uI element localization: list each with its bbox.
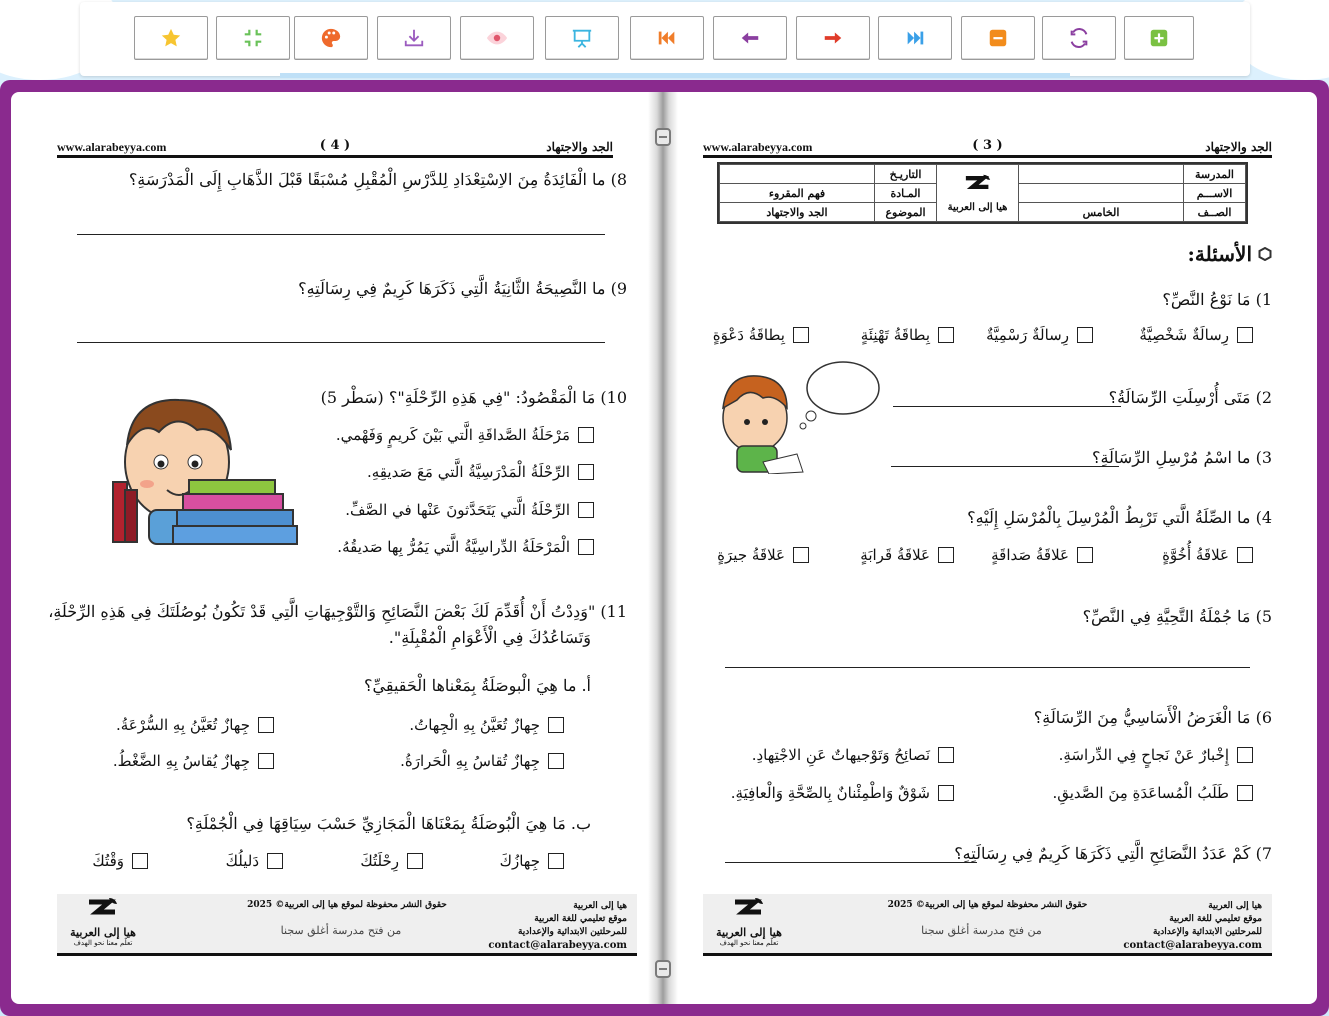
checkbox[interactable] — [938, 547, 954, 563]
page-header — [57, 138, 613, 158]
logo-mark-icon — [83, 896, 123, 926]
page-footer — [703, 894, 1272, 956]
q4-option-4[interactable]: عَلاقَةُ جيرَةٍ — [717, 546, 809, 564]
logo-mark-icon — [960, 173, 996, 199]
checkbox[interactable] — [258, 717, 274, 733]
checkbox[interactable] — [548, 717, 564, 733]
presentation-button[interactable] — [545, 16, 619, 60]
checkbox[interactable] — [267, 853, 283, 869]
compress-icon — [242, 27, 264, 49]
footer-org: هيا إلى العربية موقع تعليمي للغة العربية للمرحلتين الابتدائية والإعدادية contact@alarabeyya.com — [488, 901, 627, 951]
hexagon-icon — [1258, 247, 1272, 261]
zoom-in-button[interactable] — [1124, 16, 1194, 60]
page-footer — [57, 894, 637, 956]
q10-option-3[interactable]: الرِّحْلَةُ الَّتي يَتَحَدَّثونَ عَنْها في الصَّفِّ. — [345, 501, 594, 519]
header-site: www.alarabeyya.com — [703, 140, 813, 154]
next-page-button[interactable] — [796, 16, 870, 60]
question-5: 5) مَا جُمْلَةُ التَّحِيَّةِ فِي النَّصِّ؟ — [1082, 607, 1272, 626]
question-8: 8) ما الْفَائِدَةُ مِنَ الاِسْتِعْدَادِ لِلدَّرْسِ الْمُقْبِلِ مُسْبَقًا قَبْلَ الذَّهَابِ إِلَى الْمَدْرَسَةِ؟ — [128, 170, 627, 189]
previous-page-button[interactable] — [713, 16, 787, 60]
q4-option-2[interactable]: عَلاقَةُ صَداقَةٍ — [991, 546, 1093, 564]
download-button[interactable] — [377, 16, 451, 60]
checkbox[interactable] — [578, 502, 594, 518]
book-spine — [648, 92, 678, 1004]
checkbox[interactable] — [1237, 785, 1253, 801]
q6-option-3[interactable]: طَلَبُ الْمُساعَدَةِ مِنَ الصَّديقِ. — [1052, 784, 1253, 802]
footer-motto: من فتح مدرسة أغلق سجنا — [280, 924, 402, 937]
binder-ring — [655, 960, 671, 978]
page-number: ( 4 ) — [319, 138, 351, 153]
flipbook — [0, 80, 1329, 1016]
page-number: ( 3 ) — [972, 138, 1003, 153]
answer-line[interactable] — [725, 862, 977, 863]
school-field[interactable] — [1019, 165, 1184, 184]
theme-button[interactable] — [294, 16, 368, 60]
date-field[interactable] — [720, 165, 875, 184]
star-icon — [160, 27, 182, 49]
checkbox[interactable] — [793, 547, 809, 563]
checkbox[interactable] — [548, 853, 564, 869]
minus-icon — [987, 27, 1009, 49]
question-2: 2) مَتَى أُرْسِلَتِ الرِّسَالَةُ؟ — [1108, 388, 1272, 407]
q11a-option-3[interactable]: جِهازٌ تُقاسُ بِهِ الْحَرارَةُ. — [400, 752, 564, 770]
class-label: الصــف — [1184, 203, 1246, 222]
footer-motto: من فتح مدرسة أغلق سجنا — [921, 924, 1042, 937]
arrow-right-icon — [822, 27, 844, 49]
checkbox[interactable] — [1237, 747, 1253, 763]
checkbox[interactable] — [793, 327, 809, 343]
logo-mark-icon — [729, 896, 769, 926]
subject-value: فهم المقروء — [720, 184, 875, 203]
header-logo — [937, 165, 1019, 222]
checkbox[interactable] — [578, 427, 594, 443]
brand-tagline: تعلّم معنا نحو الهدف — [719, 939, 779, 947]
binder-ring — [655, 128, 671, 146]
q10-option-1[interactable]: مَرْحَلَةُ الصَّداقَةِ الَّتي بَيْنَ كَريمٍ وَفَهْمي. — [336, 426, 594, 444]
question-10: 10) مَا الْمَقْصُودُ: "فِي هَذِهِ الرِّحْلَةِ"؟ (سَطْر 5) — [320, 388, 627, 407]
checkbox[interactable] — [938, 327, 954, 343]
q6-option-2[interactable]: نَصائِحُ وَتَوْجيهاتٌ عَنِ الاجْتِهادِ. — [752, 746, 954, 764]
q6-option-4[interactable]: شَوْقٌ وَاطْمِئْنانٌ بِالصِّحَّةِ وَالْعافِيَةِ. — [731, 784, 954, 802]
q11b-option-2[interactable]: رِحْلَتُكَ — [360, 852, 423, 870]
header-title: الجد والاجتهاد — [1205, 140, 1272, 154]
brand-logo — [67, 896, 139, 947]
boy-with-books-illustration — [97, 390, 317, 550]
brand-name: هيا إلى العربية — [70, 926, 136, 939]
q10-option-2[interactable]: الرِّحْلَةُ الْمَدْرَسِيَّةُ الَّتي مَعَ صَديقِهِ. — [367, 463, 594, 481]
footer-copyright: حقوق النشر محفوظة لموقع هيا إلى العربية© 2025 — [887, 900, 1088, 910]
checkbox[interactable] — [1077, 327, 1093, 343]
q1-option-2[interactable]: رِسالَةٌ رَسْمِيَّةٌ — [986, 326, 1093, 344]
thinking-boy-illustration — [719, 354, 883, 474]
footer-email[interactable]: contact@alarabeyya.com — [1123, 940, 1262, 951]
answer-line[interactable] — [891, 466, 1119, 467]
question-9: 9) ما النَّصِيحَةُ الثَّانِيَةُ الَّتِي ذَكَرَهَا كَرِيمٌ فِي رِسَالَتِهِ؟ — [298, 279, 627, 298]
checkbox[interactable] — [548, 753, 564, 769]
checkbox[interactable] — [1237, 327, 1253, 343]
zoom-out-button[interactable] — [961, 16, 1035, 60]
school-label: المدرسة — [1184, 165, 1246, 184]
page-3[interactable] — [667, 92, 1317, 1004]
eye-icon — [486, 27, 508, 49]
checkbox[interactable] — [938, 785, 954, 801]
toolbar — [80, 2, 1250, 76]
q1-option-4[interactable]: بِطاقَةُ دَعْوَةٍ — [713, 326, 809, 344]
page-header — [703, 138, 1272, 158]
q4-option-3[interactable]: عَلاقَةُ قَرابَةٍ — [860, 546, 954, 564]
palette-icon — [320, 27, 342, 49]
q10-option-4[interactable]: الْمَرْحَلَةُ الدِّراسِيَّةُ الَّتي يَمُرُّ بِها صَديقُهُ. — [337, 538, 594, 556]
answer-line[interactable] — [725, 667, 1250, 668]
last-page-button[interactable] — [878, 16, 952, 60]
arrow-left-icon — [739, 27, 761, 49]
footer-org: هيا إلى العربية موقع تعليمي للغة العربية للمرحلتين الابتدائية والإعدادية contact@alarabeyya.com — [1123, 901, 1262, 951]
class-value: الخامس — [1019, 203, 1184, 222]
q11b-option-3[interactable]: دَليلُكَ — [226, 852, 283, 870]
checkbox[interactable] — [578, 539, 594, 555]
skip-last-icon — [904, 27, 926, 49]
question-11-line-2: وَتَسَاعُدُكَ فِي الْأَعْوَامِ الْمُقْبِلَةِ". — [388, 628, 591, 647]
checkbox[interactable] — [578, 464, 594, 480]
page-4[interactable] — [11, 92, 659, 1004]
answer-line[interactable] — [893, 406, 1121, 407]
q1-option-1[interactable]: رِسالَةٌ شَخْصِيَّةٌ — [1139, 326, 1253, 344]
plus-icon — [1148, 27, 1170, 49]
checkbox[interactable] — [407, 853, 423, 869]
skip-first-icon — [656, 27, 678, 49]
answer-line[interactable] — [77, 234, 605, 235]
question-7: 7) كَمْ عَدَدُ النَّصَائِحِ الَّتِي ذَكَرَهَا كَرِيمٌ فِي رِسَالَتِهِ؟ — [954, 844, 1272, 863]
checkbox[interactable] — [258, 753, 274, 769]
topic-value: الجد والاجتهاد — [720, 203, 875, 222]
refresh-button[interactable] — [1042, 16, 1116, 60]
answer-line[interactable] — [77, 342, 605, 343]
subject-label: المـادة — [875, 184, 937, 203]
footer-email[interactable]: contact@alarabeyya.com — [488, 940, 627, 951]
checkbox[interactable] — [132, 853, 148, 869]
questions-heading: الأسئلة: — [1188, 242, 1272, 266]
question-4: 4) ما الصِّلَةُ الَّتي تَرْبِطُ الْمُرْسِلَ بِالْمُرْسَلِ إِلَيْهِ؟ — [967, 508, 1272, 527]
student-info-table — [717, 162, 1248, 224]
refresh-icon — [1068, 27, 1090, 49]
name-field[interactable] — [1019, 184, 1184, 203]
header-title: الجد والاجتهاد — [546, 140, 613, 154]
question-11b: ب. مَا هِيَ الْبُوصَلَةُ بِمَعْنَاهَا الْمَجَازِيِّ حَسْبَ سِيَاقِهَا فِي الْجُمْلَةِ؟ — [186, 814, 591, 833]
footer-copyright: حقوق النشر محفوظة لموقع هيا إلى العربية© 2025 — [247, 900, 447, 910]
q1-option-3[interactable]: بِطاقَةُ تَهْنِئَةٍ — [861, 326, 954, 344]
q11a-option-4[interactable]: جِهازٌ يُقاسُ بِهِ الضَّغْطُ. — [113, 752, 274, 770]
q11a-option-1[interactable]: جِهازٌ تُعَيَّنُ بِهِ الْجِهاتُ. — [409, 716, 564, 734]
checkbox[interactable] — [1077, 547, 1093, 563]
fullscreen-exit-button[interactable] — [216, 16, 290, 60]
checkbox[interactable] — [1237, 547, 1253, 563]
view-button[interactable] — [460, 16, 534, 60]
question-6: 6) مَا الْغَرَضُ الْأَسَاسِيُّ مِنَ الرِّسَالَةِ؟ — [1033, 708, 1272, 727]
presentation-icon — [571, 27, 593, 49]
q11b-option-4[interactable]: وَقْتُكَ — [92, 852, 148, 870]
first-page-button[interactable] — [630, 16, 704, 60]
question-3: 3) ما اسْمُ مُرْسِلِ الرِّسَالَةِ؟ — [1091, 448, 1272, 467]
brand-tagline: تعلّم معنا نحو الهدف — [73, 939, 133, 947]
toolbar-accent — [280, 73, 1070, 78]
header-site: www.alarabeyya.com — [57, 140, 167, 154]
topic-label: الموضوع — [875, 203, 937, 222]
q11b-option-1[interactable]: جِهازُكَ — [500, 852, 564, 870]
date-label: التاريـخ — [875, 165, 937, 184]
brand-logo — [713, 896, 785, 947]
checkbox[interactable] — [938, 747, 954, 763]
q6-option-1[interactable]: إِخْبارٌ عَنْ نَجاحٍ فِي الدِّراسَةِ. — [1059, 746, 1253, 764]
brand-name: هيا إلى العربية — [947, 202, 1008, 213]
question-1: 1) مَا نَوْعُ النَّصِّ؟ — [1162, 290, 1272, 309]
q11a-option-2[interactable]: جِهازٌ تُعَيَّنُ بِهِ السُّرْعَةُ. — [116, 716, 274, 734]
q4-option-1[interactable]: عَلاقَةُ أُخُوَّةٍ — [1162, 546, 1253, 564]
question-11a: أ. ما هِيَ الْبوصَلَةُ بِمَعْناها الْحَقيقِيِّ؟ — [364, 676, 591, 695]
download-icon — [403, 27, 425, 49]
question-11: 11) "وَدِدْتُ أَنْ أُقَدِّمَ لَكَ بَعْضَ النَّصَائِحِ وَالتَّوْجِيهَاتِ الَّتِي قَدْ تَكُونُ بُوصُلَتَكَ فِي هَذِهِ الرِّحْلَةِ، — [48, 602, 627, 621]
bookmark-button[interactable] — [134, 16, 208, 60]
name-label: الاســـم — [1184, 184, 1246, 203]
brand-name: هيا إلى العربية — [716, 926, 782, 939]
